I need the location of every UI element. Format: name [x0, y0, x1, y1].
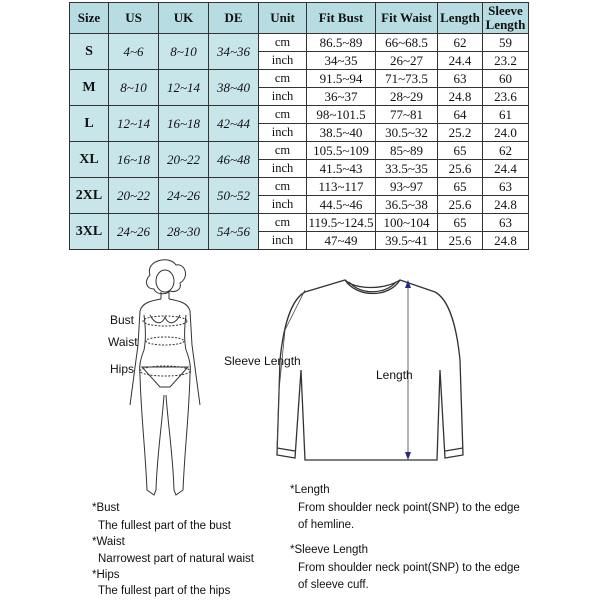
sleeve-length-cell: 60 [483, 70, 529, 88]
header-unit: Unit [259, 3, 307, 34]
table-row [70, 70, 529, 88]
length-note-desc-2: of hemline. [298, 519, 355, 531]
sleeve-note-desc-1: From shoulder neck point(SNP) to the edge [298, 562, 520, 574]
unit-cell: inch [259, 196, 307, 214]
uk-cell: 16~18 [159, 106, 209, 142]
fit-waist-cell: 85~89 [376, 142, 438, 160]
size-cell: 2XL [70, 178, 109, 214]
fit-waist-cell: 28~29 [376, 88, 438, 106]
fit-bust-cell: 91.5~94 [307, 70, 376, 88]
fit-waist-cell: 93~97 [376, 178, 438, 196]
sleeve-length-cell: 62 [483, 142, 529, 160]
unit-cell: cm [259, 142, 307, 160]
unit-cell: cm [259, 214, 307, 232]
length-label: Length [376, 368, 413, 382]
length-cell: 65 [438, 142, 483, 160]
table-row [70, 214, 529, 232]
unit-cell: inch [259, 52, 307, 70]
header-de: DE [209, 3, 259, 34]
fit-bust-cell: 119.5~124.5 [308, 214, 374, 230]
fit-bust-cell: 36~37 [307, 88, 376, 106]
waist-note-title: *Waist [92, 536, 125, 548]
length-cell: 62 [438, 34, 483, 52]
body-measurement-figure [110, 255, 220, 515]
fit-waist-cell: 100~104 [376, 214, 438, 232]
header-length: Length [438, 3, 483, 34]
length-cell: 24.8 [438, 88, 483, 106]
us-cell: 12~14 [109, 106, 159, 142]
size-cell: 3XL [70, 214, 109, 250]
length-cell: 65 [438, 178, 483, 196]
sleeve-length-cell: 24.8 [483, 196, 529, 214]
underwear-outline [142, 367, 188, 387]
length-cell: 24.4 [438, 52, 483, 70]
legs-outline [140, 375, 190, 495]
bust-note-desc: The fullest part of the bust [98, 520, 231, 532]
us-cell: 20~22 [109, 178, 159, 214]
hair-outline [147, 260, 186, 294]
length-cell: 64 [438, 106, 483, 124]
fit-waist-cell: 39.5~41 [376, 232, 438, 250]
fit-waist-cell: 66~68.5 [376, 34, 438, 52]
sleeve-length-cell: 61 [483, 106, 529, 124]
header-fit-waist: Fit Waist [376, 3, 438, 34]
sleeve-length-label: Sleeve Length [224, 354, 301, 368]
waist-label: Waist [108, 335, 138, 349]
length-note-desc-1: From shoulder neck point(SNP) to the edge [298, 502, 520, 514]
unit-cell: inch [259, 160, 307, 178]
hips-label: Hips [110, 362, 135, 376]
length-cell: 25.6 [438, 196, 483, 214]
header-fit-bust: Fit Bust [307, 3, 376, 34]
sleeve-note-title: *Sleeve Length [290, 544, 369, 556]
length-note-title: *Length [290, 484, 330, 496]
sleeve-length-cell: 23.6 [483, 88, 529, 106]
shirt-outline [277, 280, 463, 460]
unit-cell: cm [259, 34, 307, 52]
bust-note-title: *Bust [92, 502, 120, 514]
unit-cell: inch [259, 232, 307, 250]
sleeve-length-cell: 63 [483, 178, 529, 196]
de-cell: 34~36 [209, 34, 259, 70]
fit-bust-cell: 98~101.5 [307, 106, 376, 124]
header-size: Size [70, 3, 109, 34]
size-cell: XL [70, 142, 109, 178]
de-cell: 46~48 [209, 142, 259, 178]
size-cell: M [70, 70, 109, 106]
size-cell: L [70, 106, 109, 142]
table-row [70, 106, 529, 124]
cuff-right [445, 448, 463, 451]
length-cell: 25.6 [438, 160, 483, 178]
table-row [70, 142, 529, 160]
de-cell: 42~44 [209, 106, 259, 142]
sleeve-length-cell: 59 [483, 34, 529, 52]
unit-cell: cm [259, 70, 307, 88]
fit-bust-cell: 113~117 [307, 178, 376, 196]
length-cell: 65 [438, 214, 483, 232]
fit-bust-cell: 105.5~109 [307, 142, 376, 160]
table-header-row [70, 3, 529, 34]
length-cell: 63 [438, 70, 483, 88]
cuff-left [277, 448, 295, 451]
length-arrow-bottom [405, 452, 411, 460]
fit-waist-cell: 26~27 [376, 52, 438, 70]
de-cell: 38~40 [209, 70, 259, 106]
sleeve-length-cell: 24.8 [483, 232, 529, 250]
sleeve-length-cell: 23.2 [483, 52, 529, 70]
uk-cell: 12~14 [159, 70, 209, 106]
waist-line [146, 337, 184, 345]
unit-cell: cm [259, 106, 307, 124]
waist-note-desc: Narrowest part of natural waist [98, 553, 254, 565]
us-cell: 4~6 [109, 34, 159, 70]
sleeve-length-cell: 63 [483, 214, 529, 232]
unit-cell: inch [259, 88, 307, 106]
shirt-measurement-figure [265, 270, 485, 470]
uk-cell: 8~10 [159, 34, 209, 70]
bust-label: Bust [110, 313, 135, 327]
us-cell: 24~26 [109, 214, 159, 250]
unit-cell: cm [259, 178, 307, 196]
hips-note-title: *Hips [92, 569, 120, 581]
fit-bust-cell: 86.5~89 [307, 34, 376, 52]
de-cell: 54~56 [209, 214, 259, 250]
uk-cell: 24~26 [159, 178, 209, 214]
header-us: US [109, 3, 159, 34]
fit-bust-cell: 38.5~40 [307, 124, 376, 142]
size-chart-table [69, 2, 529, 250]
fit-waist-cell: 71~73.5 [376, 70, 438, 88]
header-uk: UK [159, 3, 209, 34]
us-cell: 8~10 [109, 70, 159, 106]
fit-bust-cell: 44.5~46 [307, 196, 376, 214]
sleeve-length-cell: 24.4 [483, 160, 529, 178]
hips-note-desc: The fullest part of the hips [98, 585, 231, 597]
table-row [70, 34, 529, 52]
fit-bust-cell: 34~35 [307, 52, 376, 70]
de-cell: 50~52 [209, 178, 259, 214]
length-cell: 25.2 [438, 124, 483, 142]
sleeve-note-desc-2: of sleeve cuff. [298, 579, 369, 591]
fit-waist-cell: 77~81 [376, 106, 438, 124]
size-cell: S [70, 34, 109, 70]
sleeve-length-cell: 24.0 [483, 124, 529, 142]
fit-bust-cell: 41.5~43 [307, 160, 376, 178]
fit-waist-cell: 33.5~35 [376, 160, 438, 178]
fit-waist-cell: 30.5~32 [376, 124, 438, 142]
uk-cell: 20~22 [159, 142, 209, 178]
uk-cell: 28~30 [159, 214, 209, 250]
fit-waist-cell: 36.5~38 [376, 196, 438, 214]
table-row [70, 178, 529, 196]
header-sleeve-length: Sleeve Length [483, 3, 529, 34]
head-outline [156, 270, 174, 292]
fit-bust-cell: 47~49 [307, 232, 376, 250]
length-cell: 25.6 [438, 232, 483, 250]
us-cell: 16~18 [109, 142, 159, 178]
unit-cell: inch [259, 124, 307, 142]
